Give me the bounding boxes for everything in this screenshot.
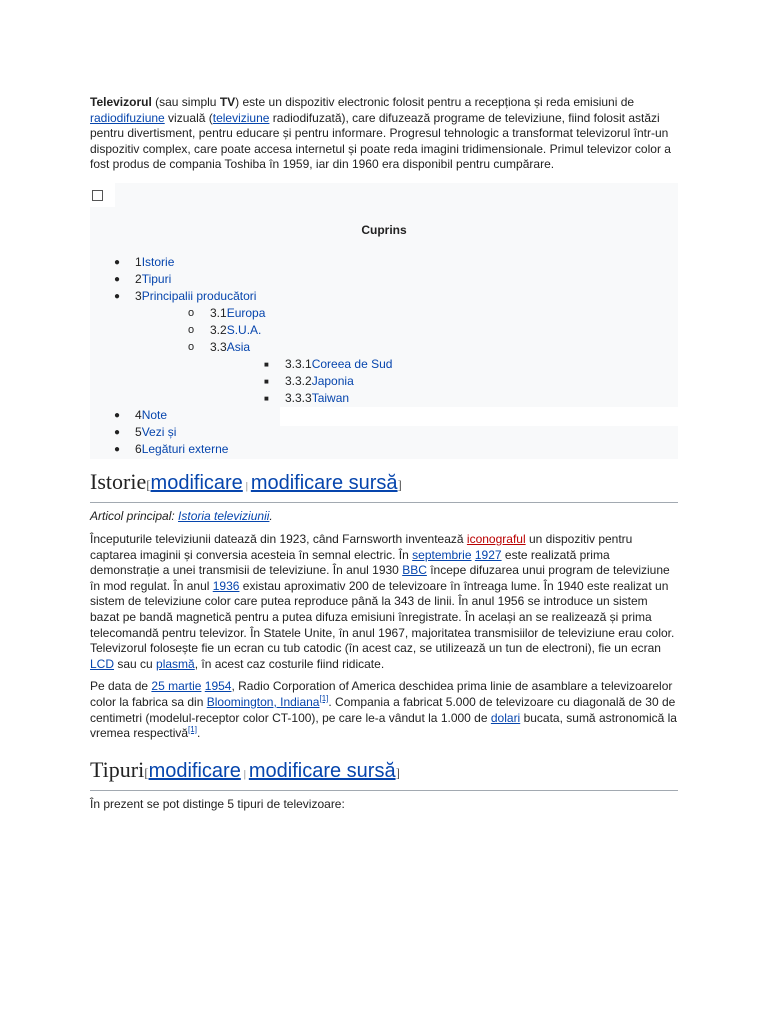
toc-title: Cuprins	[361, 222, 407, 237]
intro-text-2: ) este un dispozitiv electronic folosit pentru a recepționa și reda emisiuni de	[235, 95, 635, 109]
text-span: . Compania a fabricat 5.000 de televizoare cu diagonală de 30 de centimetri (modelul-receptor color CT-100), pe care le-a vândut la 1.000 de	[90, 694, 676, 725]
toc-item[interactable]	[90, 373, 678, 390]
link-televiziune[interactable]: televiziune	[212, 110, 270, 125]
toc-item[interactable]	[90, 271, 678, 288]
toc-link[interactable]: Europa	[226, 305, 266, 320]
reference-link[interactable]: [1]	[319, 693, 329, 703]
toc-link[interactable]: Taiwan	[311, 390, 350, 405]
bullet-icon: ■	[264, 393, 269, 403]
link-bbc[interactable]: BBC	[402, 563, 427, 578]
link-bloomington[interactable]: Bloomington, Indiana	[206, 694, 320, 709]
link-lcd[interactable]: LCD	[90, 656, 115, 671]
section-heading-tipuri: Tipuri[modificare | modificare sursă]	[90, 757, 678, 791]
intro-term: Televizorul	[90, 95, 152, 109]
toc-number: 3	[135, 288, 142, 303]
toc-item-text[interactable]	[210, 322, 261, 339]
bullet-icon: ●	[114, 256, 121, 268]
text-span: , în acest caz costurile fiind ridicate.	[194, 656, 385, 671]
istorie-paragraph-1	[90, 532, 678, 672]
intro-text-4: radiodifuzată), care difuzează programe de televiziune, fiind folosit astăzi pentru divertisment, pentru educare și pentru informare. Progresul tehnologic a transformat televizorul într-un dispozitiv complex, care poate accesa internetul și poate reda imagini tridimensionale. Primul televizor color a fost produs de compania Toshiba în 1959, iar din 1960 era disponibil pentru cumpărare.	[90, 110, 671, 172]
article-body	[90, 95, 678, 819]
toc-number: 3.1	[210, 305, 227, 320]
toc-item-text[interactable]	[285, 373, 354, 390]
bullet-icon: ■	[264, 359, 269, 369]
toc-number: 2	[135, 271, 142, 286]
text-span: .	[196, 726, 201, 741]
toc-link[interactable]: Vezi și	[141, 424, 177, 439]
toc-item[interactable]	[90, 424, 678, 441]
toc-toggle-checkbox[interactable]	[92, 190, 103, 201]
text-span: , Radio Corporation of America deschidea prima linie de asamblare a televizoarelor color la fabrica sa din	[90, 679, 673, 709]
reference-link[interactable]: [1]	[188, 725, 197, 735]
toc-number: 5	[135, 424, 142, 439]
link-septembrie[interactable]: septembrie	[412, 547, 472, 562]
toc-item-text[interactable]	[210, 339, 250, 356]
bullet-icon: o	[188, 323, 195, 336]
bullet-icon: ●	[114, 443, 121, 455]
toc-item-text[interactable]	[210, 305, 265, 322]
intro-paragraph	[90, 95, 678, 173]
toc-link[interactable]: Principalii producători	[141, 288, 257, 303]
toc-item[interactable]	[90, 288, 678, 305]
link-plasma[interactable]: plasmă	[156, 656, 195, 671]
toc-item[interactable]	[90, 339, 678, 356]
toc-number: 3.3.1	[285, 356, 312, 371]
text-span: începe difuzarea unui program de televiziune în mod regulat. În anul	[90, 563, 670, 593]
link-iconograful[interactable]: iconograful	[466, 531, 526, 546]
text-span: bucata, sumă astronomică la vremea respectivă	[90, 710, 677, 741]
section-heading-istorie: Istorie[modificare | modificare sursă]	[90, 469, 678, 503]
toc-item-text[interactable]	[285, 356, 392, 373]
toc-item[interactable]	[90, 390, 678, 407]
toc-number: 3.3.3	[285, 390, 312, 405]
toc-item-text[interactable]	[135, 424, 176, 441]
text-span: existau aproximativ 200 de televizoare în întreaga lume. În 1940 este realizat un sistem de televiziune color care putea reproduce până la 343 de linii. În anul 1956 se introduce un sistem bazat pe bandă magnetică pentru a putea difuza emisiuni înregistrate. În același an se realizează și prima telecomandă pentru televizor. În Statele Unite, în anul 1967, majoritatea transmisiilor de televiziune erau color. Televizorul folosește fie un ecran cu tub catodic (în acest caz, se utilizează un tun de electroni), fie un ecran	[90, 578, 675, 656]
istorie-paragraph-2	[90, 679, 678, 741]
toc-item[interactable]	[90, 356, 678, 373]
toc-link[interactable]: Asia	[226, 339, 251, 354]
toc-item-text[interactable]	[135, 407, 167, 424]
bullet-icon: ●	[114, 409, 121, 421]
toc-item-text[interactable]	[135, 288, 256, 305]
hatnote	[90, 509, 678, 524]
toc-link[interactable]: Legături externe	[141, 441, 229, 456]
toc-item-text[interactable]	[285, 390, 349, 407]
toc-link[interactable]: S.U.A.	[226, 322, 262, 337]
toc-link[interactable]: Note	[141, 407, 168, 422]
link-istoria-televiziunii[interactable]: Istoria televiziunii	[178, 508, 270, 523]
text-span: Pe data de	[90, 679, 152, 694]
toc-item-text[interactable]	[135, 254, 174, 271]
toc-link[interactable]: Tipuri	[141, 271, 172, 286]
toc-link[interactable]: Japonia	[311, 373, 354, 388]
intro-text-3: vizuală (	[164, 110, 213, 125]
bullet-icon: o	[188, 306, 195, 319]
tipuri-paragraph-1: În prezent se pot distinge 5 tipuri de televizoare:	[90, 796, 345, 811]
intro-term-tv: TV	[219, 95, 236, 109]
bullet-icon: ●	[114, 426, 121, 438]
toc-item[interactable]	[90, 322, 678, 339]
edit-link[interactable]: modificare	[148, 759, 241, 782]
toc-number: 3.3.2	[285, 373, 312, 388]
toc-number: 4	[135, 407, 142, 422]
edit-source-link[interactable]: modificare sursă	[250, 471, 398, 494]
toc-number: 6	[135, 441, 142, 456]
toc-number: 1	[135, 254, 142, 269]
bullet-icon: ●	[114, 290, 121, 302]
toc-item[interactable]	[90, 305, 678, 322]
toc-item[interactable]	[90, 441, 678, 458]
link-1954[interactable]: 1954	[204, 679, 232, 694]
toc-item-text[interactable]	[135, 441, 228, 458]
link-1927[interactable]: 1927	[474, 547, 502, 562]
toc-item-text[interactable]	[135, 271, 171, 288]
section-title: Istorie	[90, 468, 147, 494]
hatnote-end: .	[269, 508, 273, 523]
toc-item[interactable]	[90, 407, 678, 424]
toc-number: 3.3	[210, 339, 227, 354]
text-span: un dispozitiv pentru captarea imaginii și conversia acesteia în semnal electric. În	[90, 531, 633, 562]
toc-list	[90, 254, 678, 458]
toc-link[interactable]: Coreea de Sud	[311, 356, 393, 371]
link-dolari[interactable]: dolari	[490, 710, 521, 725]
toc-number: 3.2	[210, 322, 227, 337]
text-span: sau cu	[114, 656, 157, 671]
edit-link[interactable]: modificare	[150, 471, 243, 494]
toc-item[interactable]	[90, 254, 678, 271]
link-1936[interactable]: 1936	[212, 578, 240, 593]
link-radiodifuziune[interactable]: radiodifuziune	[90, 110, 165, 125]
bullet-icon: ●	[114, 273, 121, 285]
bullet-icon: o	[188, 340, 195, 353]
section-title: Tipuri	[90, 756, 145, 782]
text-span: este realizată prima demonstrație a unei transmisii de televiziune. În anul 1930	[90, 547, 610, 578]
edit-source-link[interactable]: modificare sursă	[248, 759, 396, 782]
link-25-martie[interactable]: 25 martie	[151, 679, 202, 694]
intro-text-1: (sau simplu	[151, 95, 220, 109]
hatnote-label: Articol principal:	[90, 508, 179, 523]
table-of-contents	[90, 183, 678, 459]
bullet-icon: ■	[264, 376, 269, 386]
text-span: Începuturile televiziunii datează din 1923, când Farnsworth inventează	[90, 531, 467, 546]
toc-link[interactable]: Istorie	[141, 254, 175, 269]
